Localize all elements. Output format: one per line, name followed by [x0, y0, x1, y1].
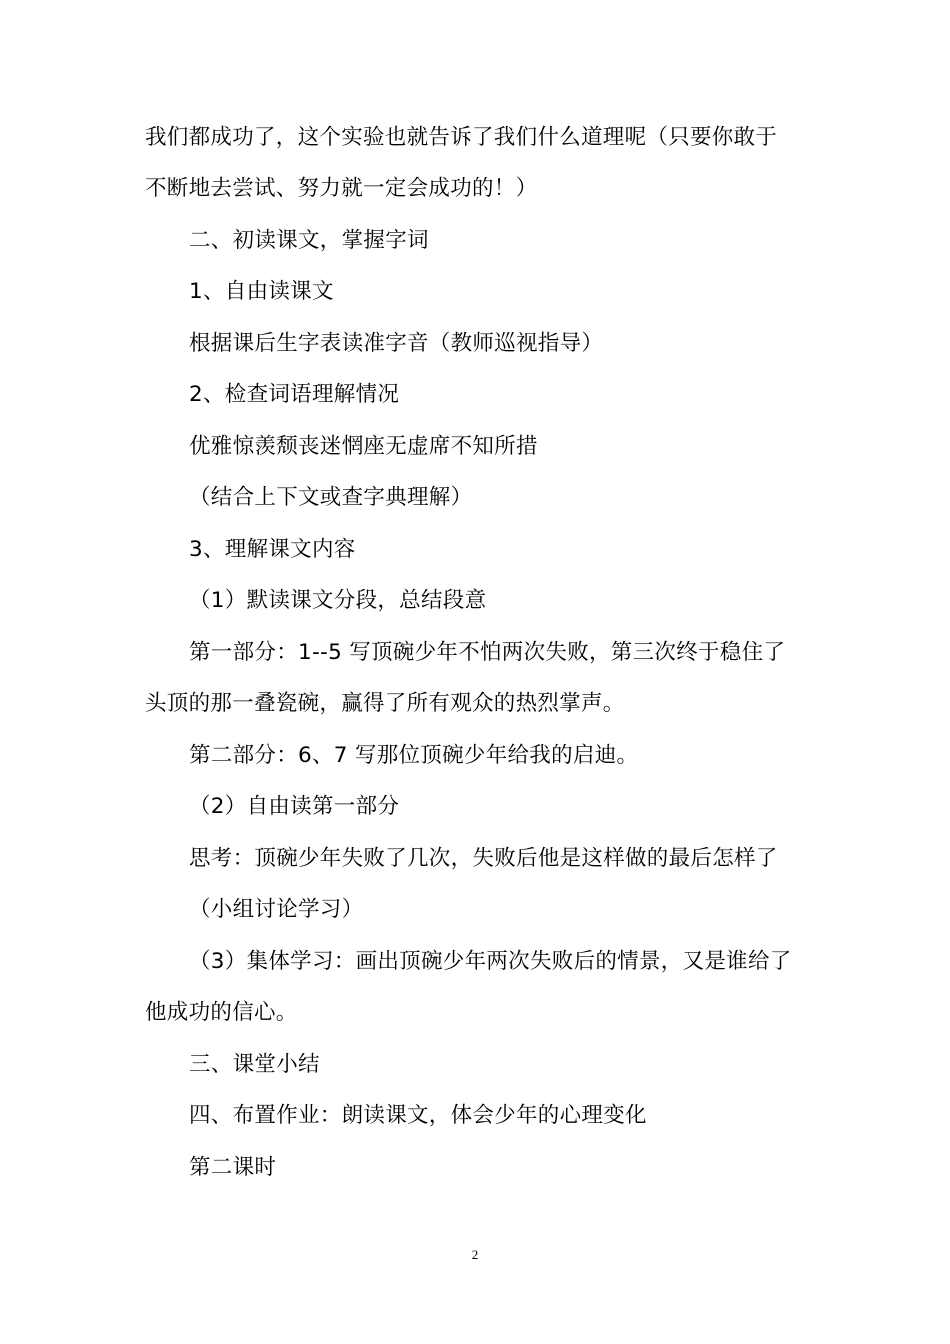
section-heading: 第二课时	[189, 1155, 277, 1180]
text-line: 3、理解课文内容	[189, 537, 356, 562]
text-line: 他成功的信心。	[145, 1000, 298, 1025]
text-line: 第二部分：6、7 写那位顶碗少年给我的启迪。	[189, 743, 639, 768]
text-line: （小组讨论学习）	[189, 897, 364, 922]
section-heading: 二、初读课文，掌握字词	[189, 228, 429, 253]
text-line: （3）集体学习：画出顶碗少年两次失败后的情景，又是谁给了	[189, 949, 792, 974]
text-line: 第一部分：1--5 写顶碗少年不怕两次失败，第三次终于稳住了	[189, 640, 786, 665]
text-line: 优雅惊羡颓丧迷惘座无虚席不知所措	[189, 434, 538, 459]
text-line: 思考：顶碗少年失败了几次，失败后他是这样做的最后怎样了	[189, 846, 778, 871]
page-number: 2	[471, 1247, 479, 1262]
text-line: 头顶的那一叠瓷碗，赢得了所有观众的热烈掌声。	[145, 691, 625, 716]
text-line: 根据课后生字表读准字音（教师巡视指导）	[189, 331, 604, 356]
text-line: 我们都成功了，这个实验也就告诉了我们什么道理呢（只要你敢于	[145, 125, 778, 150]
text-line: （结合上下文或查字典理解）	[189, 485, 473, 510]
text-line: 1、自由读课文	[189, 279, 334, 304]
section-heading: 四、布置作业：朗读课文，体会少年的心理变化	[189, 1103, 647, 1128]
text-line: （2）自由读第一部分	[189, 794, 400, 819]
text-line: 不断地去尝试、努力就一定会成功的！）	[145, 176, 538, 201]
section-heading: 三、课堂小结	[189, 1052, 320, 1077]
text-line: （1）默读课文分段，总结段意	[189, 588, 487, 613]
text-line: 2、检查词语理解情况	[189, 382, 400, 407]
